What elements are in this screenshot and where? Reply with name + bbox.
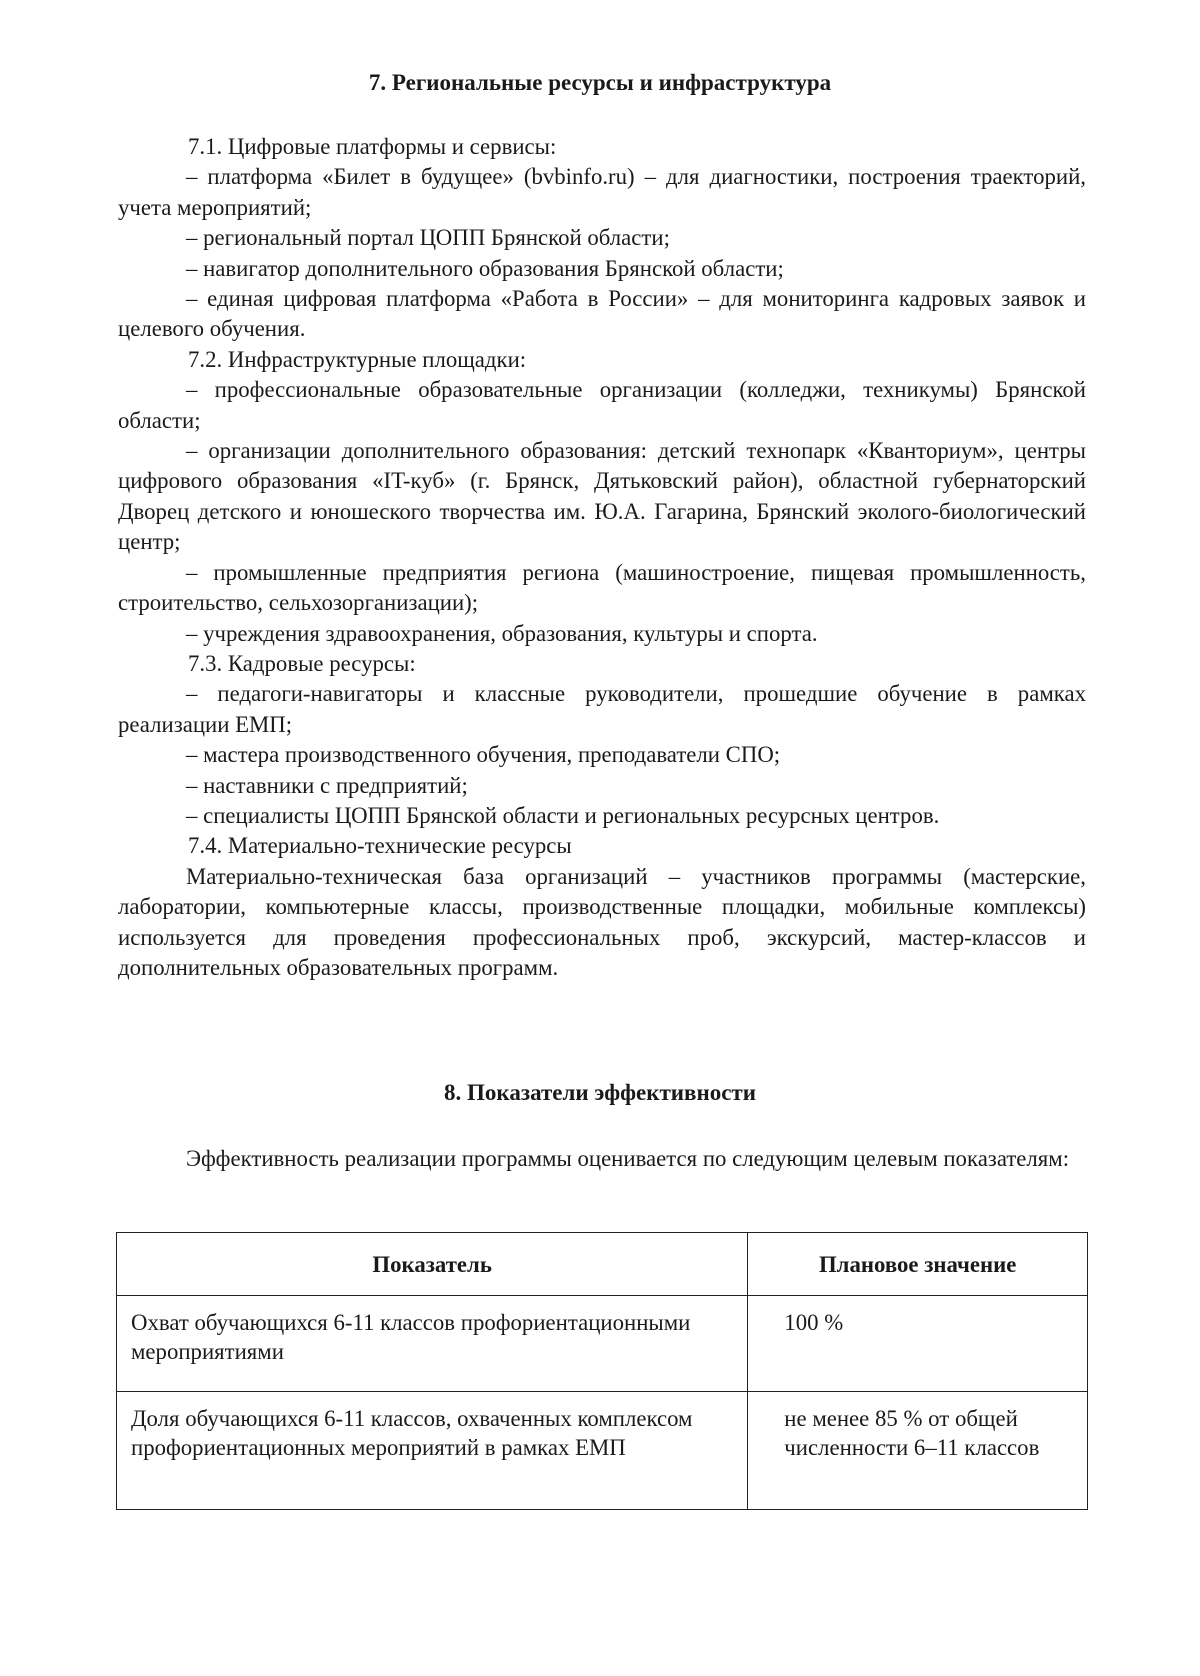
list-item: – мастера производственного обучения, преподаватели СПО; (186, 742, 781, 768)
list-item: – региональный портал ЦОПП Брянской области; (186, 225, 670, 251)
list-item: – навигатор дополнительного образования Брянской области; (186, 255, 784, 281)
subsection-7-2-heading: 7.2. Инфраструктурные площадки: (188, 346, 527, 372)
subsection-7-1-heading: 7.1. Цифровые платформы и сервисы: (188, 134, 557, 159)
list-item: – специалисты ЦОПП Брянской области и региональных ресурсных центров. (186, 802, 940, 828)
section-7-title: 7. Региональные ресурсы и инфраструктура (368, 70, 832, 95)
indicators-table (116, 1232, 1088, 1510)
list-item: – наставники с предприятий; (186, 772, 468, 798)
list-item: – педагоги-навигаторы и классные руководители, прошедшие обучение в рамках реализации ЕМП; (118, 681, 1086, 737)
table-cell-indicator: Охват обучающихся 6-11 классов профориентационными мероприятиями (117, 1296, 748, 1392)
list-item: – учреждения здравоохранения, образования, культуры и спорта. (186, 620, 818, 646)
column-header-indicator: Показатель (117, 1233, 748, 1296)
section-7-body (118, 132, 1086, 983)
table-cell-value: не менее 85 % от общей численности 6–11 классов (748, 1392, 1088, 1510)
table-row (117, 1392, 1088, 1510)
table-header-row (117, 1233, 1088, 1296)
subsection-7-4-heading: 7.4. Материально-технические ресурсы (188, 833, 572, 859)
table-cell-indicator: Доля обучающихся 6-11 классов, охваченных комплексом профориентационных мероприятий в рамках ЕМП (117, 1392, 748, 1510)
section-8-intro: Эффективность реализации программы оценивается по следующим целевым показателям: (186, 1146, 1070, 1171)
subsection-7-3-heading: 7.3. Кадровые ресурсы: (188, 650, 416, 676)
section-8-title: 8. Показатели эффективности (444, 1080, 756, 1105)
list-item: – единая цифровая платформа «Работа в России» – для мониторинга кадровых заявок и целевого обучения. (118, 286, 1086, 342)
table-row (117, 1296, 1088, 1392)
list-item: – организации дополнительного образования: детский технопарк «Кванториум», центры цифрового образования «IT-куб» (г. Брянск, Дятьковский район), областной губернаторский Дворец детского и юношеского творчества им. Ю.А. Гагарина, Брянский эколого-биологический центр; (118, 438, 1086, 555)
column-header-planned-value: Плановое значение (748, 1233, 1088, 1296)
table-cell-value: 100 % (748, 1296, 1088, 1392)
list-item: – платформа «Билет в будущее» (bvbinfo.ru) – для диагностики, построения траекторий, учета мероприятий; (118, 164, 1086, 220)
body-paragraph: Материально-техническая база организаций – участников программы (мастерские, лаборатории, компьютерные классы, производственные площадки, мобильные комплексы) используется для проведения профессиональных проб, экскурсий, мастер-классов и дополнительных образовательных программ. (118, 863, 1086, 980)
list-item: – профессиональные образовательные организации (колледжи, техникумы) Брянской области; (118, 377, 1086, 433)
list-item: – промышленные предприятия региона (машиностроение, пищевая промышленность, строительство, сельхозорганизации); (118, 559, 1086, 616)
